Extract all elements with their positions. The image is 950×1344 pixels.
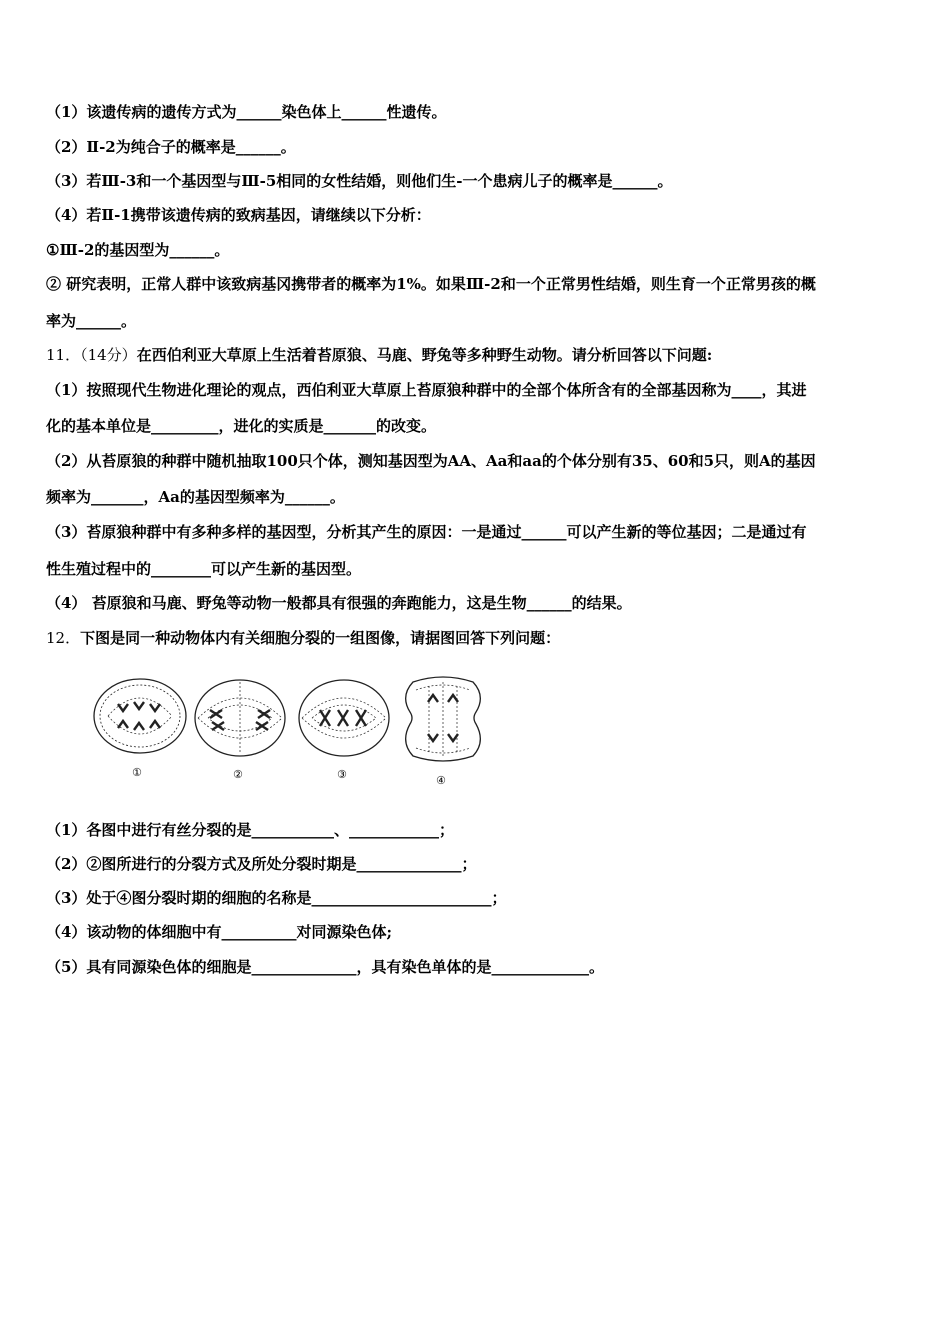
cell-3-diagram [299,680,389,756]
cell-division-diagram [88,672,488,790]
q11-header [46,345,906,365]
cell-division-figure [88,672,488,790]
q11-part2-line1: （2）从苔原狼的种群中随机抽取100只个体，测知基因型为AA、Aa和aa的个体分别有35、60和5只，则A的基因 [46,452,816,470]
cell-2-diagram [195,680,285,756]
q11-part1-line2: 化的基本单位是_________，进化的实质是_______的改变。 [46,417,437,435]
q12-header [46,628,906,648]
q12-number: 12． [46,629,81,647]
figure-label-2: ② [233,768,243,781]
q11-part1-line1: （1）按照现代生物进化理论的观点，西伯利亚大草原上苔原狼种群中的全部个体所含有的全部基因称为____，其进 [46,381,807,399]
cell-4-diagram [406,677,481,761]
q12-title: 下图是同一种动物体内有关细胞分裂的一组图像，请据图回答下列问题： [80,629,561,647]
q11-title: 在西伯利亚大草原上生活着苔原狼、马鹿、野兔等多种野生动物。请分析回答以下问题: [136,346,713,364]
q10-part4-sub2-cont: 率为______。 [46,312,137,330]
q11-part2-line2: 频率为_______，Aa的基因型频率为______。 [46,488,345,506]
q10-part4-sub2: ② 研究表明，正常人群中该致病基冈携带者的概率为1%。如果Ⅲ-2和一个正常男性结婚，则生育一个正常男孩的概 [46,275,816,293]
figure-label-4: ④ [436,774,446,787]
cell-1-diagram [94,679,186,753]
figure-label-1: ① [132,766,142,779]
q10-part4: （4）若Ⅱ-1携带该遗传病的致病基因，请继续以下分析： [46,206,431,224]
q11-part3-line2: 性生殖过程中的________可以产生新的基因型。 [46,560,362,578]
q11-part4: （4） 苔原狼和马鹿、野兔等动物一般都具有很强的奔跑能力，这是生物______的结果。 [46,594,632,612]
q12-part1: （1）各图中进行有丝分裂的是___________、____________； [46,821,454,839]
q10-part4-sub1: ①Ⅲ-2的基因型为______。 [46,241,230,259]
q10-part1: （1）该遗传病的遗传方式为______染色体上______性遗传。 [46,103,447,121]
q10-part3: （3）若Ⅲ-3和一个基因型与Ⅲ-5相同的女性结婚，则他们生-一个患病儿子的概率是______。 [46,172,673,190]
q11-number: 11．（14分） [46,346,137,364]
q11-part3-line1: （3）苔原狼种群中有多种多样的基因型，分析其产生的原因：一是通过______可以产生新的等位基因；二是通过有 [46,523,807,541]
q10-part2: （2）Ⅱ-2为纯合子的概率是______。 [46,138,296,156]
figure-label-3: ③ [337,768,347,781]
q12-part3: （3）处于④图分裂时期的细胞的名称是________________________； [46,889,507,907]
q12-part4: （4）该动物的体细胞中有__________对同源染色体; [46,923,392,941]
q12-part2: （2）②图所进行的分裂方式及所处分裂时期是______________； [46,855,477,873]
q12-part5: （5）具有同源染色体的细胞是______________，具有染色单体的是_____________。 [46,958,604,976]
